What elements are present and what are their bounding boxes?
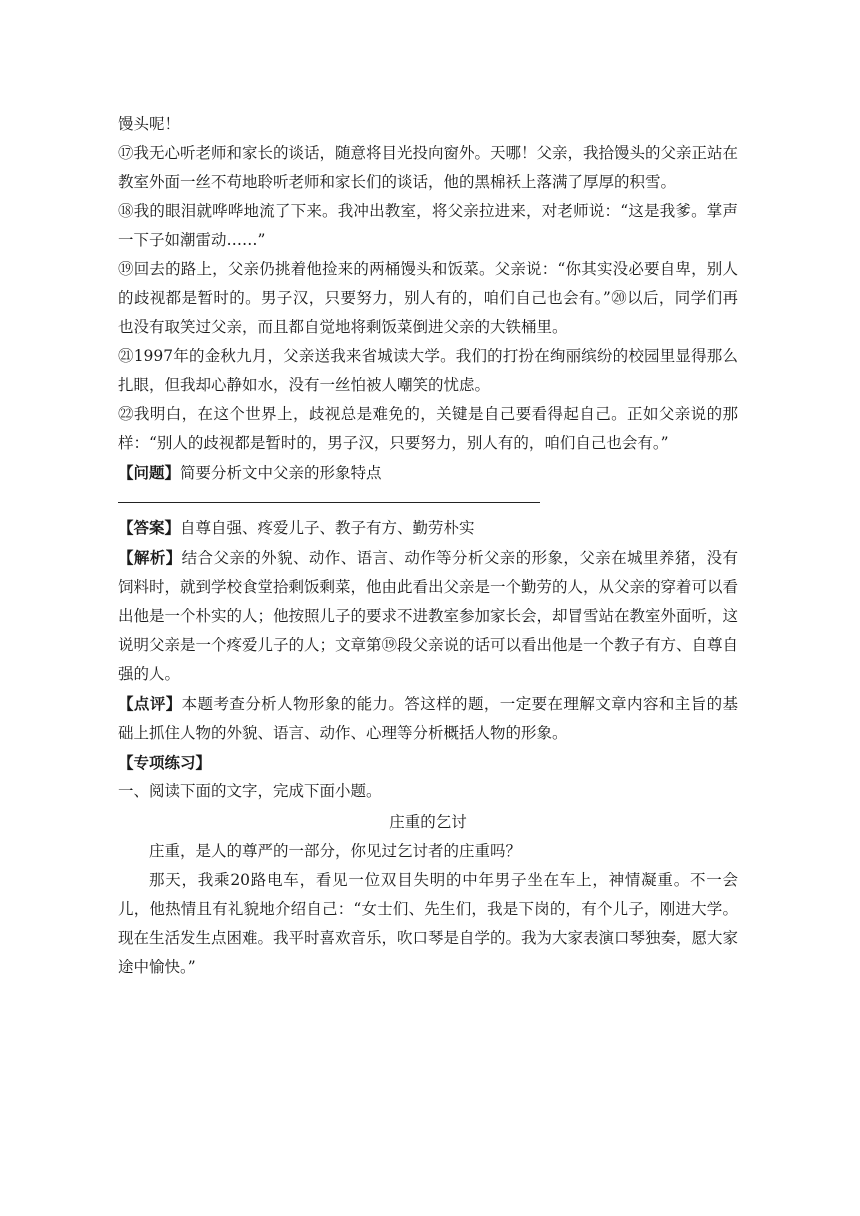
- comment-text: 本题考查分析人物形象的能力。答这样的题，一定要在理解文章内容和主旨的基础上抓住人物的外貌、语言、动作、心理等分析概括人物的形象。: [118, 695, 738, 742]
- paragraph-19-20: ⑲回去的路上，父亲仍挑着他捡来的两桶馒头和饭菜。父亲说：“你其实没必要自卑，别人的歧视都是暂时的。男子汉，只要努力，别人有的，咱们自己也会有。”⑳以后，同学们再也没有取笑过父亲，而且都自觉地将剩饭菜倒进父亲的大铁桶里。: [118, 260, 738, 336]
- passage-title: 庄重的乞讨: [389, 813, 467, 831]
- answer-blank-line: [118, 502, 540, 503]
- analysis: [118, 543, 738, 689]
- paragraph-17: ⑰我无心听老师和家长的谈话，随意将目光投向窗外。天哪！父亲，我拾馒头的父亲正站在教室外面一丝不苟地聆听老师和家长们的谈话，他的黑棉袄上落满了厚厚的积雪。: [118, 144, 739, 191]
- document-body: [118, 110, 738, 982]
- paragraph-22: ㉒我明白，在这个世界上，歧视总是难免的，关键是自己要看得起自己。正如父亲说的那样：“别人的歧视都是暂时的，男子汉，只要努力，别人有的，咱们自己也会有。”: [118, 405, 738, 452]
- question-text: 简要分析文中父亲的形象特点: [180, 464, 382, 482]
- practice-instruction: 一、阅读下面的文字，完成下面小题。: [118, 782, 382, 800]
- passage-paragraph-2: 那天，我乘20路电车，看见一位双目失明的中年男子坐在车上，神情凝重。不一会儿，他热情且有礼貌地介绍自己：“女士们、先生们，我是下岗的，有个儿子，刚进大学。现在生活发生点困难。我平时喜欢音乐，吹口琴是自学的。我为大家表演口琴独奏，愿大家途中愉快。”: [118, 871, 739, 976]
- comment: [118, 689, 738, 748]
- question: [118, 458, 738, 488]
- practice-heading: 【专项练习】: [118, 753, 212, 772]
- answer-label: 【答案】: [118, 518, 181, 537]
- passage-paragraph-1: 庄重，是人的尊严的一部分，你见过乞讨者的庄重吗？: [149, 842, 522, 860]
- analysis-label: 【解析】: [118, 548, 182, 567]
- answer-text: 自尊自强、疼爱儿子、教子有方、勤劳朴实: [180, 519, 475, 537]
- answer: [118, 513, 738, 543]
- comment-label: 【点评】: [118, 694, 182, 713]
- paragraph-21: ㉑1997年的金秋九月，父亲送我来省城读大学。我们的打扮在绚丽缤纷的校园里显得那么扎眼，但我却心静如水，没有一丝怕被人嘲笑的忧虑。: [118, 347, 738, 394]
- paragraph-continuation: 馒头呢！: [118, 115, 181, 133]
- analysis-text: 结合父亲的外貌、动作、语言、动作等分析父亲的形象，父亲在城里养猪，没有饲料时，就到学校食堂拾剩饭剩菜，他由此看出父亲是一个勤劳的人，从父亲的穿着可以看出他是一个朴实的人；他按照儿子的要求不进教室参加家长会，却冒雪站在教室外面听，这说明父亲是一个疼爱儿子的人；文章第⑲段父亲说的话可以看出他是一个教子有方、自尊自强的人。: [118, 549, 739, 683]
- question-label: 【问题】: [118, 463, 181, 482]
- paragraph-18: ⑱我的眼泪就哗哗地流了下来。我冲出教室，将父亲拉进来，对老师说：“这是我爹。掌声一下子如潮雷动……”: [118, 202, 738, 249]
